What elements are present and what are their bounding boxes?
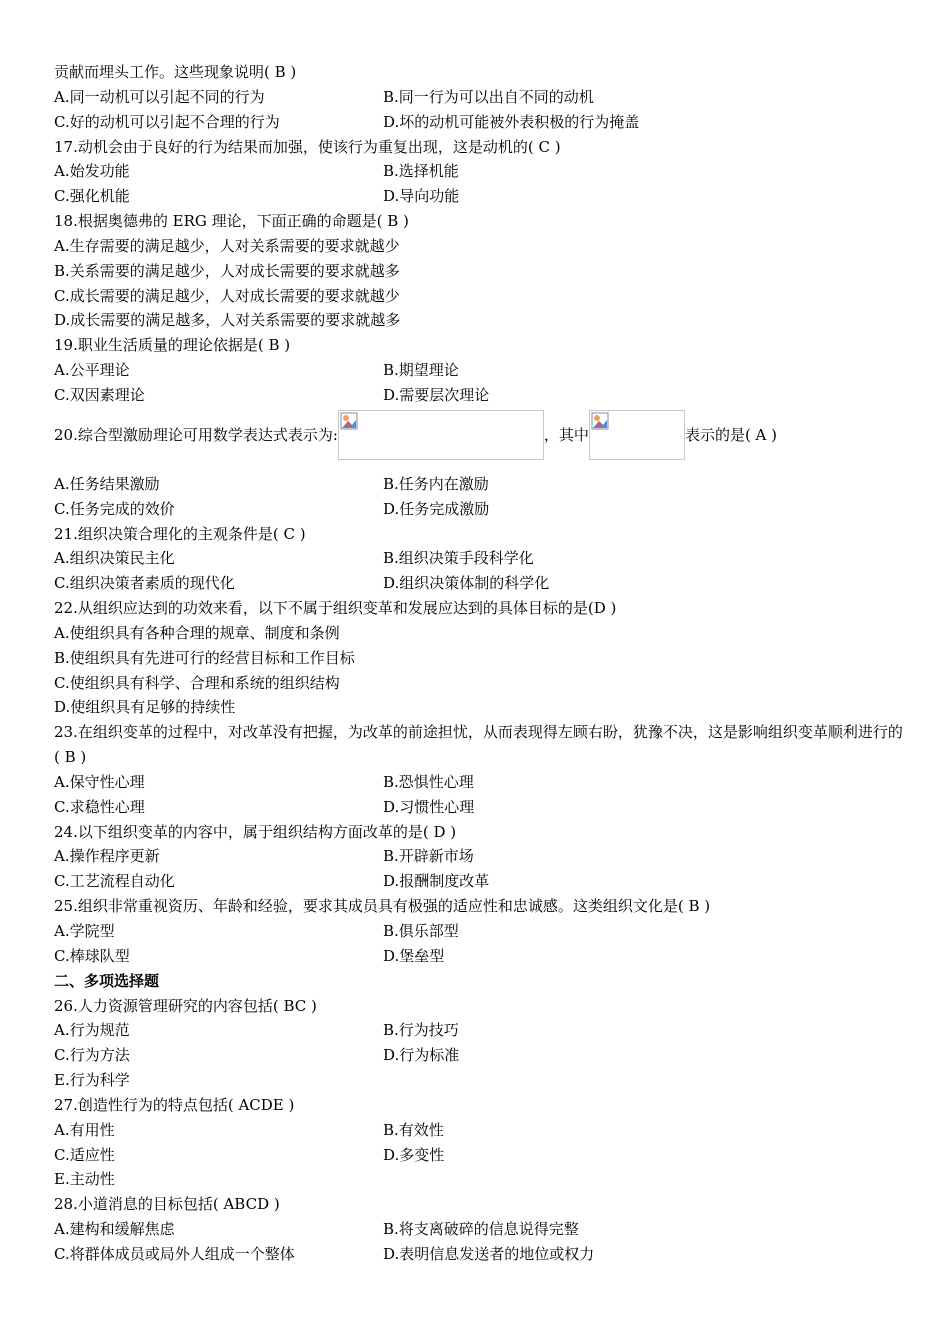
option-row — [54, 358, 904, 383]
option-row — [54, 795, 904, 820]
option-b: B.选择机能 — [383, 162, 459, 181]
question-23 — [54, 720, 904, 770]
option-a: A.组织决策民主化 — [54, 549, 175, 568]
option-a: A.保守性心理 — [54, 772, 145, 791]
question-stem: 24.以下组织变革的内容中，属于组织结构方面改革的是( D ) — [54, 822, 457, 841]
option-c: C.行为方法 — [54, 1046, 130, 1065]
option-c: C.成长需要的满足越少，人对成长需要的要求就越少 — [54, 286, 400, 305]
option-e: E.行为科学 — [54, 1071, 130, 1090]
option-row — [54, 1143, 904, 1168]
option-b: B.任务内在激励 — [383, 474, 489, 493]
question-stem: 28.小道消息的目标包括( ABCD ) — [54, 1195, 280, 1214]
option-d: D.使组织具有足够的持续性 — [54, 698, 236, 717]
question-22 — [54, 596, 904, 621]
option-row — [54, 472, 904, 497]
option-b: B.期望理论 — [383, 361, 459, 380]
question-stem: 25.组织非常重视资历、年龄和经验，要求其成员具有极强的适应性和忠诚感。这类组织文化是( B ) — [54, 897, 711, 916]
option-d: D.多变性 — [383, 1145, 445, 1164]
option-row — [54, 110, 904, 135]
option-c: C.双因素理论 — [54, 385, 145, 404]
option-d: D.堡垒型 — [383, 946, 445, 965]
question-26 — [54, 994, 904, 1019]
question-20 — [54, 410, 904, 460]
option-row — [54, 944, 904, 969]
option-c: C.求稳性心理 — [54, 797, 145, 816]
question-stem: 23.在组织变革的过程中，对改革没有把握，为改革的前途担忧，从而表现得左顾右盼，犹豫不决，这是影响组织变革顺利进行的( B ) — [54, 723, 903, 767]
option-d: D.导向功能 — [383, 187, 460, 206]
option-d: D.坏的动机可能被外表积极的行为掩盖 — [383, 112, 640, 131]
option-e: E.主动性 — [54, 1170, 115, 1189]
question-continuation — [54, 60, 904, 85]
question-21 — [54, 522, 904, 547]
option-row — [54, 497, 904, 522]
option-b: B.有效性 — [383, 1120, 444, 1139]
question-stem-start: 20.综合型激励理论可用数学表达式表示为: — [54, 425, 338, 444]
option-row — [54, 869, 904, 894]
question-stem: 18.根据奥德弗的 ERG 理论，下面正确的命题是( B ) — [54, 212, 409, 231]
option-row — [54, 919, 904, 944]
option-row — [54, 571, 904, 596]
formula-variable-image-placeholder — [589, 410, 685, 460]
broken-image-icon — [340, 412, 358, 430]
question-stem: 27.创造性行为的特点包括( ACDE ) — [54, 1095, 295, 1114]
option-row — [54, 85, 904, 110]
option-b: B.恐惧性心理 — [383, 772, 474, 791]
option-d: D.表明信息发送者的地位或权力 — [383, 1244, 595, 1263]
option-c: C.适应性 — [54, 1145, 115, 1164]
question-28 — [54, 1192, 904, 1217]
option-b: B.俱乐部型 — [383, 922, 459, 940]
question-25 — [54, 894, 904, 919]
option-d: D.需要层次理论 — [383, 385, 490, 404]
option-row — [54, 184, 904, 209]
option-c: C.使组织具有科学、合理和系统的组织结构 — [54, 673, 340, 692]
question-19 — [54, 333, 904, 358]
option-c: C.任务完成的效价 — [54, 499, 175, 518]
question-17 — [54, 135, 904, 160]
question-stem: 17.动机会由于良好的行为结果而加强，使该行为重复出现，这是动机的( C ) — [54, 137, 561, 156]
option-a: A.学院型 — [54, 922, 115, 940]
option-a: A.生存需要的满足越少，人对关系需要的要求就越少 — [54, 236, 400, 255]
document-page — [54, 60, 904, 1267]
option-row — [54, 1043, 904, 1068]
option-b: B.开辟新市场 — [383, 847, 474, 866]
option-row — [54, 159, 904, 184]
option-row — [54, 1217, 904, 1242]
question-stem: 21.组织决策合理化的主观条件是( C ) — [54, 524, 306, 543]
spacer — [54, 460, 904, 472]
option-a: A.始发功能 — [54, 162, 130, 181]
question-stem: 19.职业生活质量的理论依据是( B ) — [54, 336, 291, 355]
question-stem-end: 表示的是( A ) — [684, 425, 778, 444]
option-b: B.同一行为可以出自不同的动机 — [383, 87, 594, 106]
option-c: C.强化机能 — [54, 187, 130, 206]
section-heading: 二、多项选择题 — [54, 971, 160, 990]
option-d: D.组织决策体制的科学化 — [383, 574, 550, 593]
option-d: D.任务完成激励 — [383, 499, 490, 518]
question-stem: 22.从组织应达到的功效来看，以下不属于组织变革和发展应达到的具体目标的是(D ) — [54, 599, 617, 618]
option-d: D.行为标准 — [383, 1046, 460, 1065]
option-a: A.使组织具有各种合理的规章、制度和条例 — [54, 623, 340, 642]
option-a: A.有用性 — [54, 1120, 115, 1139]
option-row — [54, 770, 904, 795]
option-b: B.使组织具有先进可行的经营目标和工作目标 — [54, 648, 355, 667]
option-a: A.任务结果激励 — [54, 474, 160, 493]
option-c: C.工艺流程自动化 — [54, 872, 175, 891]
option-c: C.组织决策者素质的现代化 — [54, 574, 235, 593]
option-b: B.将支离破碎的信息说得完整 — [383, 1220, 579, 1239]
question-24 — [54, 820, 904, 845]
option-row — [54, 383, 904, 408]
option-c: C.棒球队型 — [54, 946, 130, 965]
broken-image-icon — [591, 412, 609, 430]
option-a: A.公平理论 — [54, 361, 130, 380]
option-c: C.好的动机可以引起不合理的行为 — [54, 112, 280, 131]
option-a: A.建构和缓解焦虑 — [54, 1220, 175, 1239]
option-row — [54, 1242, 904, 1267]
option-b: B.组织决策手段科学化 — [383, 549, 534, 568]
option-b: B.行为技巧 — [383, 1021, 459, 1040]
option-d: D.成长需要的满足越多，人对关系需要的要求就越多 — [54, 311, 401, 330]
option-a: A.操作程序更新 — [54, 847, 160, 866]
option-a: A.同一动机可以引起不同的行为 — [54, 87, 265, 106]
option-d: D.报酬制度改革 — [383, 872, 490, 891]
question-stem: 26.人力资源管理研究的内容包括( BC ) — [54, 996, 317, 1015]
option-a: A.行为规范 — [54, 1021, 130, 1040]
option-row — [54, 844, 904, 869]
formula-image-placeholder — [338, 410, 544, 460]
question-stem: 贡献而埋头工作。这些现象说明( B ) — [54, 63, 297, 81]
option-row — [54, 1118, 904, 1143]
option-row — [54, 1018, 904, 1043]
question-27 — [54, 1093, 904, 1118]
question-18 — [54, 209, 904, 234]
option-d: D.习惯性心理 — [383, 797, 475, 816]
option-c: C.将群体成员或局外人组成一个整体 — [54, 1244, 295, 1263]
question-stem-mid: ，其中 — [543, 425, 589, 444]
option-b: B.关系需要的满足越少，人对成长需要的要求就越多 — [54, 261, 400, 280]
option-row — [54, 546, 904, 571]
